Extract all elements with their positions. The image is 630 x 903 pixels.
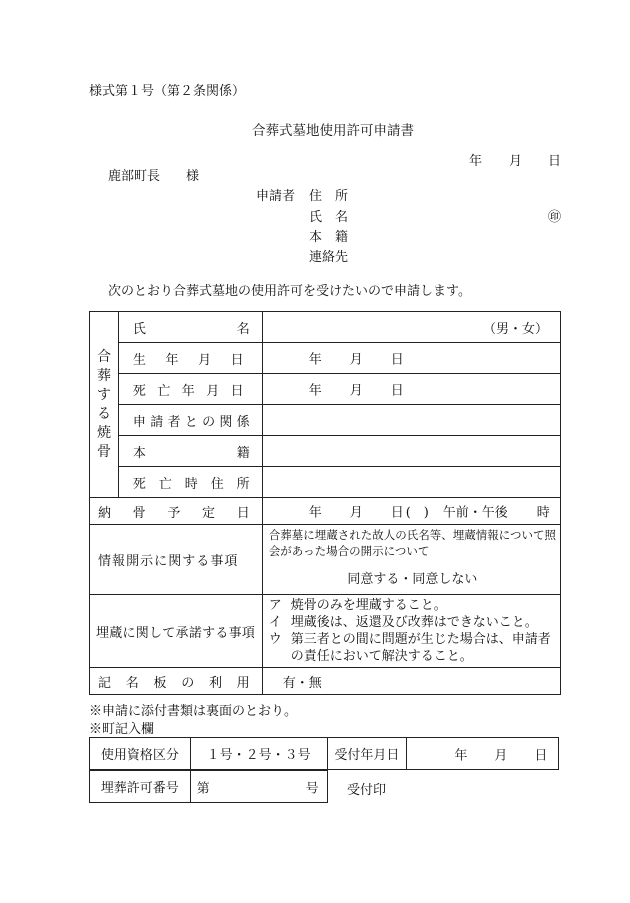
interment-date-label: 納 骨 予 定 日 [90, 498, 263, 525]
burial-consent-label: 埋蔵に関して承諾する事項 [90, 595, 263, 668]
gender-choice[interactable]: （男・女） [482, 321, 548, 337]
office-use-table [89, 737, 559, 770]
attachment-note: ※申請に添付書類は裏面のとおり。 [89, 704, 298, 719]
qualification-label: 使用資格区分 [90, 738, 191, 770]
deceased-section-label: 合 葬 す る 焼 骨 [90, 312, 119, 498]
domicile-field[interactable] [262, 436, 560, 467]
relation-field[interactable] [262, 405, 560, 436]
domicile-label: 本 籍 [118, 436, 262, 467]
applicant-label: 申請者 [256, 189, 296, 204]
permit-number-label: 埋葬許可番号 [90, 771, 191, 803]
disclosure-choice[interactable]: 同意する・同意しない [347, 572, 478, 587]
date-day: 日 [548, 154, 562, 169]
form-number: 様式第１号（第２条関係） [89, 84, 246, 99]
received-date-label: 受付年月日 [327, 738, 407, 770]
interment-date-field[interactable]: 年 月 日 ( ) 午前・午後 時 [262, 498, 560, 525]
office-use-note: ※町記入欄 [89, 722, 155, 737]
birth-label: 生 年 月 日 [118, 343, 262, 374]
disclosure-text: 合葬墓に埋蔵された故人の氏名等、埋蔵情報について照会があった場合の開示について [268, 528, 556, 558]
receipt-stamp-label: 受付印 [347, 783, 387, 798]
received-date-field[interactable]: 年 月 日 [407, 738, 559, 770]
addressee: 鹿部町長 様 [108, 169, 200, 184]
death-date-label: 死 亡 年 月 日 [118, 374, 262, 405]
qualification-choice[interactable]: １号・２号・３号 [190, 738, 327, 770]
birth-date-field[interactable]: 年 月 日 [262, 343, 560, 374]
name-plate-field[interactable]: 有・無 [262, 668, 560, 695]
disclosure-field [262, 525, 560, 595]
application-table [89, 311, 561, 695]
relation-label: 申 請 者 と の 関 係 [118, 405, 262, 436]
burial-consent-items: ア 焼骨のみを埋蔵すること。 イ 埋蔵後は、返還及び改葬はできないこと。 ウ 第三者との間に問題が生じた場合は、申請者の責任において解決すること。 [262, 595, 560, 668]
death-address-field[interactable] [262, 467, 560, 498]
applicant-contact-label: 連絡先 [309, 250, 349, 265]
death-date-field[interactable]: 年 月 日 [262, 374, 560, 405]
permit-number-field[interactable]: 第 号 [190, 771, 327, 803]
permit-table [89, 770, 328, 803]
seal-mark: ㊞ [548, 210, 562, 225]
applicant-name-label: 氏 名 [309, 210, 349, 225]
death-address-label: 死 亡 時 住 所 [118, 467, 262, 498]
date-year: 年 [469, 154, 483, 169]
page-title: 合葬式墓地使用許可申請書 [252, 123, 414, 139]
name-field[interactable] [262, 312, 560, 343]
name-plate-label: 記 名 板 の 利 用 [90, 668, 263, 695]
name-label: 氏 名 [118, 312, 262, 343]
disclosure-label: 情報開示に関する事項 [90, 525, 263, 595]
applicant-address-label: 住 所 [309, 189, 349, 204]
applicant-domicile-label: 本 籍 [309, 230, 349, 245]
intro-text: 次のとおり合葬式墓地の使用許可を受けたいので申請します。 [108, 284, 471, 299]
date-month: 月 [509, 154, 523, 169]
